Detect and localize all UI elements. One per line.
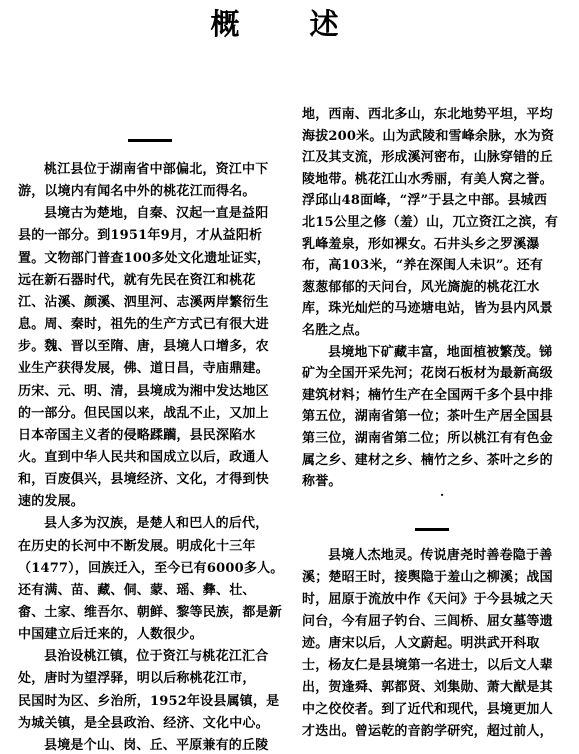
text-line: 海拔200米。山为武陵和雪峰余脉，水为资 <box>302 128 555 144</box>
text-line: 出，贺逢舜、郭都贤、刘集勋、萧大猷是其 <box>302 680 553 695</box>
text-line: 县的一部分。到1951年9月，才从益阳析 <box>18 228 263 244</box>
text-line: 远在新石器时代，就有先民在资江和桃花 <box>18 272 256 288</box>
text-line: 息。周、秦时，祖先的生产方式已有很大进 <box>18 317 269 333</box>
text-line: 才迭出。曾运乾的音韵学研究，超过前人， <box>302 724 553 739</box>
text-line: 置。文物部门普查100多处文化遗址证实， <box>18 250 271 266</box>
text-line: 桃江县位于湖南省中部偏北，资江中下 <box>44 162 269 177</box>
text-line: 称誉。 <box>302 474 342 490</box>
text-line: 火。直到中华人民共和国成立以后，政通人 <box>18 449 269 465</box>
text-line: 迹。唐宋以后，人文蔚起。明洪武开科取 <box>302 636 540 651</box>
text-line: 问台，今有屈子钓台、三闾桥、屈女墓等遗 <box>302 614 553 629</box>
text-line: 第五位，湖南省第一位；茶叶生产居全国县 <box>302 409 553 425</box>
section-one-heading <box>128 139 172 142</box>
text-line: 速的发展。 <box>18 494 85 510</box>
text-line: 和，百废俱兴，县境经济、文化，才得到快 <box>18 472 269 488</box>
text-line: 地，西南、西北多山，东北地势平坦，平均 <box>302 107 553 122</box>
text-line: 属之乡、建材之乡、楠竹之乡、茶叶之乡的 <box>302 452 553 468</box>
text-line: 游，以境内有闻名中外的桃花江而得名。 <box>18 184 256 200</box>
text-line: 乳峰羞泉，形如裸女。石井头乡之罗溪瀑 <box>302 236 540 252</box>
text-line: 江、沾溪、颜溪、泗里河、志溪两岸繁衍生 <box>18 294 269 310</box>
text-line: 中之佼佼者。到了近代和现代，县境更加人 <box>302 702 553 717</box>
text-line: 在历史的长河中不断发展。明成化十三年 <box>18 538 256 554</box>
text-line: 县人多为汉族，是楚人和巴人的后代， <box>44 516 269 532</box>
page-title: 概 述 <box>210 7 369 41</box>
text-line: 第三位，湖南省第二位；所以桃江有有色金 <box>302 431 553 446</box>
text-line: 为城关镇，是全县政治、经济、文化中心。 <box>18 715 269 731</box>
text-line: 浮邱山48面峰，“浮”于县之中部。县城西 <box>302 193 548 209</box>
text-line: 历宋、元、明、清，县境成为湘中发达地区 <box>18 383 269 399</box>
text-line: 士，杨友仁是县境第一名进士，以后文人辈 <box>302 658 553 673</box>
text-line: 处，唐时为望浮驿，明以后称桃花江市， <box>18 671 256 687</box>
text-line: 库，珠光灿烂的马迹塘电站，皆为县内风景 <box>302 301 553 317</box>
text-line: 步。魏、晋以至隋、唐，县境人口增多，农 <box>18 339 269 355</box>
text-line: 陵地带。桃花江山水秀丽，有美人窝之誉。 <box>302 171 553 187</box>
text-line: 布，高103米，“养在深闺人未识”。还有 <box>302 258 544 274</box>
text-line: 江及其支流，形成溪河密布，山脉穿错的丘 <box>302 150 553 166</box>
section-two-heading <box>415 528 449 531</box>
text-line: 建筑材料；楠竹生产在全国两千多个县中排 <box>302 387 553 403</box>
text-line: 日本帝国主义者的侵略蹂躏，县民深陷水 <box>18 427 256 443</box>
text-line: 县境地下矿藏丰富，地面植被繁茂。锑 <box>328 344 553 360</box>
text-line: 矿为全国开采先河；花岗石板材为最新高级 <box>302 366 553 382</box>
text-line: 民国时为区、乡治所，1952年设县属镇，是 <box>18 693 280 709</box>
text-line: 还有满、苗、藏、侗、蒙、瑶、彝、壮、 <box>18 582 256 598</box>
text-line: 业生产获得发展，佛、道日昌，寺庙鼎建。 <box>18 361 269 377</box>
text-line: 中国建立后迁来的，人数很少。 <box>18 627 203 643</box>
text-line: 畲、土家、维吾尔、朝鲜、黎等民族，都是新 <box>18 605 283 620</box>
text-line: 时，屈原于流放中作《天问》于今县城之天 <box>302 592 553 607</box>
text-line: 县治设桃江镇，位于资江与桃花江汇合 <box>44 649 269 665</box>
text-line: 名胜之点。 <box>302 323 369 338</box>
text-line: 北15公里之修（羞）山，兀立资江之滨，有 <box>302 215 559 230</box>
text-line: 县境是个山、岗、丘、平原兼有的丘陵 <box>44 737 269 753</box>
text-line: 的一部分。但民国以来，战乱不止，又加上 <box>18 405 269 421</box>
text-line: 葱葱郁郁的天问台，风光旖旎的桃花江水 <box>302 279 540 295</box>
ink-speck: · <box>440 488 445 502</box>
text-line: 县境古为楚地，自秦、汉起一直是益阳 <box>44 206 269 222</box>
text-line: （1477），回族迁入，至今已有6000多人。 <box>18 560 284 576</box>
text-line: 县境人杰地灵。传说唐尧时善卷隐于善 <box>328 548 553 563</box>
text-line: 溪；楚昭王时，接舆隐于羞山之柳溪；战国 <box>302 570 553 585</box>
